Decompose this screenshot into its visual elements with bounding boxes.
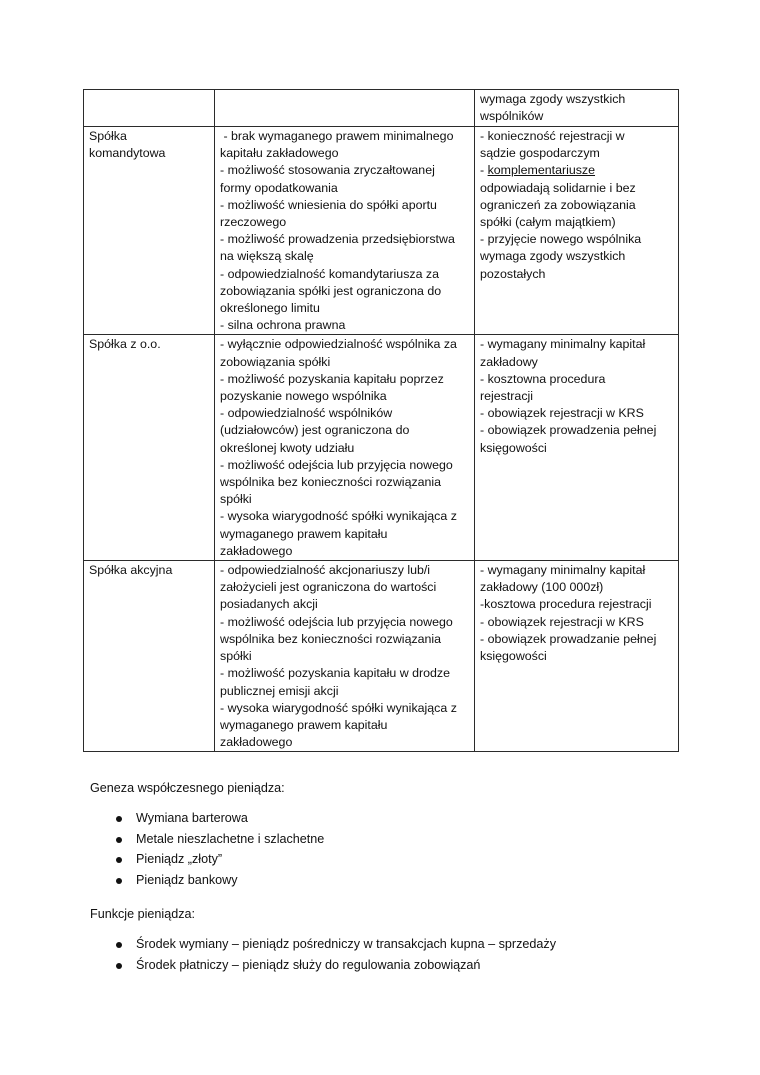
text-line: wymaga zgody wszystkich xyxy=(480,92,626,106)
company-type-cell xyxy=(84,561,215,752)
company-type-cell xyxy=(84,335,215,561)
advantages-cell xyxy=(215,127,475,335)
text-line: spółki xyxy=(220,649,252,664)
bullet-list xyxy=(90,810,690,893)
text-line: określonego limitu xyxy=(220,301,320,316)
text-line: - konieczność rejestracji w xyxy=(480,129,625,143)
genesis-section xyxy=(90,780,690,893)
advantages-cell xyxy=(215,335,475,561)
text-line: zakładowy (100 000zł) xyxy=(480,580,604,595)
text-line: - wysoka wiarygodność spółki wynikająca z xyxy=(220,700,457,715)
text-line: wymaganego prawem kapitału xyxy=(220,526,388,541)
text-line: - wymagany minimalny kapitał xyxy=(480,563,646,578)
text-line: na większą skalę xyxy=(220,249,314,264)
table-row xyxy=(84,335,679,561)
text-line: posiadanych akcji xyxy=(220,597,318,612)
text-line: wspólnika bez konieczności rozwiązania xyxy=(220,475,442,490)
underlined-term: komplementariusze xyxy=(487,163,596,178)
list-item xyxy=(90,851,690,872)
text-line: wspólnika bez konieczności rozwiązania xyxy=(220,631,442,646)
disadvantages-cell xyxy=(475,335,679,561)
bullet-icon xyxy=(116,942,122,948)
text-line xyxy=(480,162,673,179)
text-fragment: - xyxy=(480,163,488,178)
company-types-table xyxy=(83,89,679,752)
text-line: zobowiązania spółki xyxy=(220,354,331,369)
functions-section xyxy=(90,906,690,977)
text-line: pozyskanie nowego wspólnika xyxy=(220,389,387,404)
list-item-text: Pieniądz bankowy xyxy=(136,873,238,888)
text-line: - możliwość pozyskania kapitału w drodze xyxy=(220,666,451,681)
text-line: spółki xyxy=(220,492,252,507)
text-line: - obowiązek rejestracji w KRS xyxy=(480,406,644,421)
text-line: - możliwość odejścia lub przyjęcia nowego xyxy=(220,457,453,472)
text-line: formy opodatkowania xyxy=(220,180,338,195)
text-line: zobowiązania spółki jest ograniczona do xyxy=(220,283,442,298)
text-line: komandytowa xyxy=(89,146,166,161)
disadvantages-cell xyxy=(475,90,679,127)
text-line: - wymagany minimalny kapitał xyxy=(480,337,646,352)
list-item xyxy=(90,831,690,852)
disadvantages-cell xyxy=(475,127,679,335)
text-line: rzeczowego xyxy=(220,215,287,230)
table-row xyxy=(84,90,679,127)
text-line: zakładowy xyxy=(480,354,538,369)
text-line: zakładowego xyxy=(220,543,293,558)
text-line: - obowiązek prowadzenia pełnej xyxy=(480,423,657,438)
text-line: kapitału zakładowego xyxy=(220,146,339,161)
table-row xyxy=(84,561,679,752)
list-item xyxy=(90,810,690,831)
text-line: spółki (całym majątkiem) xyxy=(480,215,616,230)
text-line: ograniczeń za zobowiązania xyxy=(480,197,636,212)
text-line: - obowiązek rejestracji w KRS xyxy=(480,614,644,629)
text-line: - odpowiedzialność komandytariusza za xyxy=(220,266,440,281)
text-line: - możliwość stosowania zryczałtowanej xyxy=(220,163,435,178)
list-item-text: Środek płatniczy – pieniądz służy do regulowania zobowiązań xyxy=(136,957,481,972)
text-line: księgowości xyxy=(480,649,547,664)
bullet-icon xyxy=(116,837,122,843)
text-line: - możliwość prowadzenia przedsiębiorstwa xyxy=(220,232,455,247)
text-line: założycieli jest ograniczona do wartości xyxy=(220,580,437,595)
list-item-text: Metale nieszlachetne i szlachetne xyxy=(136,831,325,846)
bullet-icon xyxy=(116,963,122,969)
text-line: - przyjęcie nowego wspólnika xyxy=(480,232,642,247)
text-line: odpowiadają solidarnie i bez xyxy=(480,180,636,195)
text-line: - możliwość odejścia lub przyjęcia nowego xyxy=(220,614,453,629)
section-heading: Funkcje pieniądza: xyxy=(90,907,196,921)
section-heading: Geneza współczesnego pieniądza: xyxy=(90,781,285,795)
company-type-cell xyxy=(84,127,215,335)
disadvantages-cell xyxy=(475,561,679,752)
text-line: rejestracji xyxy=(480,389,534,404)
text-line: (udziałowców) jest ograniczona do xyxy=(220,423,410,438)
list-item-text: Pieniądz „złoty” xyxy=(136,852,223,867)
text-line: Spółka akcyjna xyxy=(89,563,173,578)
list-item-text: Środek wymiany – pieniądz pośredniczy w transakcjach kupna – sprzedaży xyxy=(136,937,557,951)
text-line: - kosztowna procedura xyxy=(480,371,606,386)
text-line: - wysoka wiarygodność spółki wynikająca z xyxy=(220,509,457,524)
text-line: - silna ochrona prawna xyxy=(220,318,346,333)
list-item xyxy=(90,872,690,893)
text-line: - możliwość pozyskania kapitału poprzez xyxy=(220,371,444,386)
advantages-cell xyxy=(215,90,475,127)
advantages-cell xyxy=(215,561,475,752)
text-line: wspólników xyxy=(480,109,544,124)
text-line: - odpowiedzialność wspólników xyxy=(220,406,393,421)
text-line: - możliwość wniesienia do spółki aportu xyxy=(220,197,437,212)
bullet-list xyxy=(90,936,690,977)
text-line: - brak wymaganego prawem minimalnego xyxy=(220,129,454,143)
text-line: Spółka xyxy=(89,129,127,143)
bullet-icon xyxy=(116,878,122,884)
text-line: -kosztowa procedura rejestracji xyxy=(480,597,652,612)
list-item-text: Wymiana barterowa xyxy=(136,811,248,825)
text-line: - wyłącznie odpowiedzialność wspólnika za xyxy=(220,337,457,352)
text-line: określonej kwoty udziału xyxy=(220,440,355,455)
text-line: publicznej emisji akcji xyxy=(220,683,339,698)
bullet-icon xyxy=(116,816,122,822)
text-line: sądzie gospodarczym xyxy=(480,146,600,161)
company-type-cell xyxy=(84,90,215,127)
text-line: - obowiązek prowadzanie pełnej xyxy=(480,631,657,646)
list-item xyxy=(90,936,690,957)
text-line: księgowości xyxy=(480,440,547,455)
text-line: wymaga zgody wszystkich xyxy=(480,249,626,264)
bullet-icon xyxy=(116,857,122,863)
text-line: wymaganego prawem kapitału xyxy=(220,717,388,732)
text-line: Spółka z o.o. xyxy=(89,337,161,352)
text-line: pozostałych xyxy=(480,266,546,281)
text-line: zakładowego xyxy=(220,735,293,750)
list-item xyxy=(90,957,690,978)
text-line: - odpowiedzialność akcjonariuszy lub/i xyxy=(220,563,431,578)
table-row xyxy=(84,127,679,335)
